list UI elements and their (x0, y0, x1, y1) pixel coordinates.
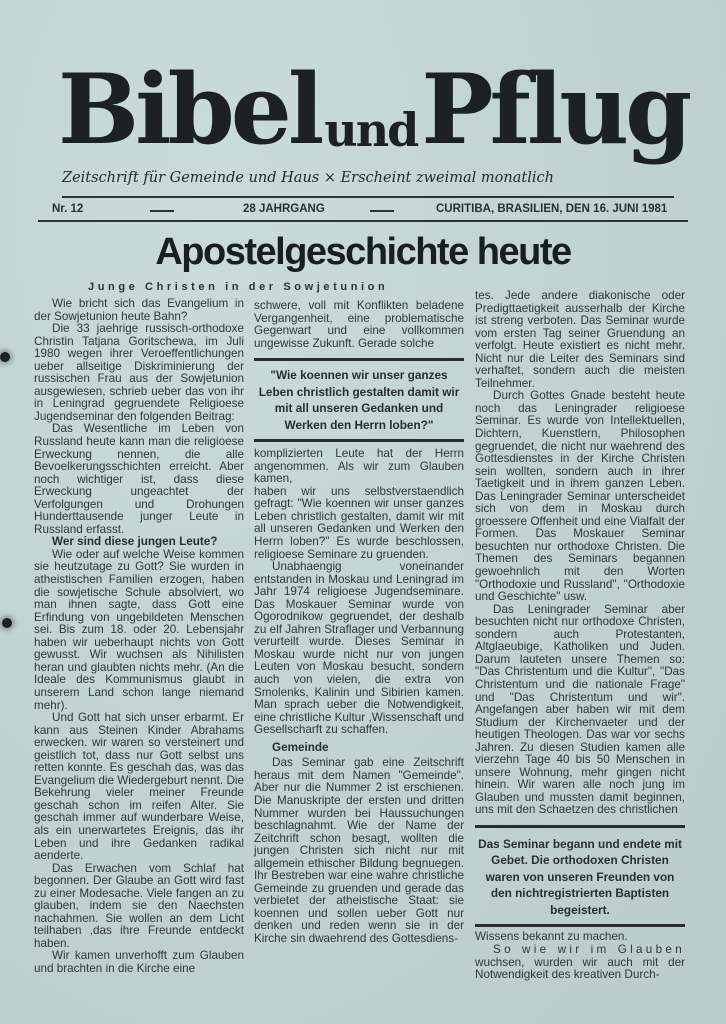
masthead-word-bibel: Bibel (58, 53, 321, 166)
masthead-logo (58, 40, 689, 166)
paragraph: Unabhaengig voneinander entstanden in Moskau und Leningrad im Jahr 1974 religioese Jugendseminare. Das Moskauer Seminar wurde von Ogorodnikow gegruendet, der deshalb zu elf Jahren Straflager und Verbannung verurteilt wurde. Dieses Seminar in Moskau wurde nicht nur von jungen Leuten von Moskau besucht, sondern auch von vielen, die extra von Smolenks, Kalinin und Sibirien kamen. Man sprach ueber die Notwendigkeit, eine christliche Kultur ,Wissenschaft und Gesellscharft zu schaffen. (254, 560, 464, 737)
divider (370, 210, 394, 212)
punch-hole (0, 352, 10, 362)
paragraph: Und Gott hat sich unser erbarmt. Er kann aus Steinen Kinder Abrahams erwecken. wir waren so versteinert und geistlich tot, dass nur Gott selbst uns retten konnte. Es geschah das, was das Evangelium die Wiedergeburt nennt. Die Bekehrung vieler meiner Freunde geschah schon im reifen Alter. Sie geschah immer auf wunderbare Weise, als ein unerwartetes Ereignis, das ihr Leben und ihre Gedanken radikal aenderte. (34, 711, 244, 863)
paragraph: Die 33 jaehrige russisch-orthodoxe Christin Tatjana Goritschewa, im Juli 1980 wegen ihrer Veroeffentlichungen ueber allseitige Diskriminierung der russischen Frau aus der Sowjetunion ausgewiesen, schrieb ueber das von ihr in Leningrad gegruendete Religioese Jugendseminar den folgenden Beitrag: (34, 322, 244, 423)
section-heading: Gemeinde (272, 740, 329, 754)
paragraph: Das Leningrader Seminar aber besuchten nicht nur orthodoxe Christen, sondern auch Protestanten, Altglaeubige, Katholiken und Juden. Darum lauteten unsere Themen so: "Das Christentum und die Kultur", "Das Christentum und die nationale Frage" und "Das Christentum und wir". Angefangen aber haben wir mit dem Studium der Kirchenvaeter und der heutigen Theologen. Das war vor sechs Jahren. Zu diesen Studien kamen alle vierzehn Tage 40 bis 50 Menschen in unsere Wohnung, mehr gingen nicht hinein. Wir waren alle noch jung im Glauben und mussten damit beginnen, uns mit den Schaetzen des christlichen (475, 602, 685, 817)
punch-hole (2, 618, 12, 628)
issue-place-date: CURITIBA, BRASILIEN, DEN 16. JUNI 1981 (436, 203, 668, 215)
article-column-2 (254, 300, 464, 946)
pull-quote: Das Seminar begann und endete mit Gebet. Die orthodoxen Christen waren von unseren Freunden von den nichtregistrierten Baptisten begeistert. (475, 825, 685, 928)
paragraph: Wie bricht sich das Evangelium in der Sowjetunion heute Bahn? (34, 297, 244, 323)
paragraph: Wissens bekannt zu machen. (475, 930, 628, 944)
masthead-word-und: und (324, 103, 418, 157)
article-subheadline: Junge Christen in der Sowjetunion (88, 281, 389, 293)
paragraph: Das Erwachen vom Schlaf hat begonnen. Der Glaube an Gott wird fast zu einer Modesache. Viele fangen an zu glauben, indem sie den Naechsten nachahmen. Sie wollen an dem Licht teilhaben ,das ihre Freunde entdeckt haben. (34, 861, 244, 950)
paragraph: Wir kamen unverhofft zum Glauben und brachten in die Kirche eine (34, 949, 244, 975)
masthead-word-pflug: Pflug (421, 53, 689, 166)
paragraph: Das Wesentliche im Leben von Russland heute kann man die religioese Erweckung nennen, die alle Bevoelkerungsschichten erreicht. Aber noch wichtiger ist, dass diese Erweckung ungeachtet der Verfolgungen und Drohungen Hunderttausende junger Leute in Russland erfasst. (34, 422, 244, 536)
divider (38, 220, 688, 222)
divider (62, 196, 674, 198)
paragraph (475, 944, 685, 982)
pull-quote: "Wie koennen wir unser ganzes Leben christlich gestalten damit wir mit all unseren Gedanken und Werken den Herrn loben?" (254, 358, 464, 442)
masthead-tagline: Zeitschrift für Gemeinde und Haus × Erscheint zweimal monatlich (62, 170, 554, 186)
article-column-3 (475, 290, 685, 982)
paragraph: Durch Gottes Gnade besteht heute noch das Leningrader religioese Seminar. Es wurde von Intellektuellen, Dichtern, Kuenstlern, Philosophen gegruendet, die nicht nur waehrend des Gottesdienstes in der Kirche Christen sein wollten, sondern auch in ihrer Taetigkeit und in ihrem ganzen Leben. Das Leningrader Seminar unterscheidet sich von dem in Moskau durch groessere Offenheit und eine Vialfalt der Formen. Das Moskauer Seminar besuchten nur orthodoxe Christen. Die Themen des Seminars begannen gewoehnlich mit den Worten "Orthodoxie und Russland", "Orthodoxie und Geschichte" usw. (475, 389, 685, 604)
paragraph: haben wir uns selbstverstaendlich gefragt: "Wie koennen wir unser ganzes Leben christlich gestalten, damit wir mit all unseren Gedanken und Werken den Herrn loben?" Es wurde beschlossen, religioese Seminare zu gruenden. (254, 484, 464, 561)
paragraph: schwere, voll mit Konflikten beladene Vergangenheit, eine problematische Gegenwart und eine vollkommen ungewisse Zukunft. Gerade solche (254, 299, 464, 350)
paragraph: Das Seminar gab eine Zeitschrift heraus mit dem Namen "Gemeinde". Aber nur die Nummer 2 ist erschienen. Die Manuskripte der ersten und dritten Nummer wurden bei Haussuchungen beschlagnahmt. Wie der Name der Zeitchrift schon besagt, wollten die jungen Christen sich nicht nur mit allgemein ethischer Bildung begnuegen. Ihr Bestreben war eine wahre christliche Gemeinde zu gruenden und gerade das verbietet der atheistische Staat: sie koennen und sollen ueber Gott nur denken und reden wenn sie in der Kirche sin dwaehrend des Gottesdiens- (254, 756, 464, 945)
article-column-1 (34, 298, 244, 976)
issue-info (50, 201, 680, 219)
section-heading: Wer sind diese jungen Leute? (52, 535, 218, 549)
paragraph: komplizierten Leute hat der Herrn angenommen. Als wir zum Glauben kamen, (254, 447, 464, 486)
paragraph: tes. Jede andere diakonische oder Predigttaetigkeit ausserhalb der Kirche ist streng verboten. Das Seminar wurde vom ersten Tag seiner Gruendung an verfolgt. Heute existiert es nicht mehr. Nicht nur die Leiter des Seminars sind verhaftet, sondern auch die meisten Teilnehmer. (475, 289, 685, 390)
spaced-text: So wie wir im Glauben (493, 943, 685, 957)
paragraph-text: wuchsen, wurden wir auch mit der Notwendigkeit des kreativen Durch- (475, 955, 685, 982)
article-headline: Apostelgeschichte heute (155, 231, 571, 273)
paragraph: Wie oder auf welche Weise kommen sie heutzutage zu Gott? Sie wurden in atheistischen Familien erzogen, haben die sowjetische Schule absolviert, wo man ihnen sagte, dass Gott eine Erfindung von ungebildeten Menschen sei. Bis zum 18. oder 20. Lebensjahr haben wir ueberhaupt nichts von Gott gewusst. Wir wuchsen als Nihilisten heran und glaubten nichts mehr. (An die Ideale des Kommunismus glaubt in unserem Land schon lange niemand mehr). (34, 547, 244, 712)
issue-volume: 28 JAHRGANG (243, 203, 325, 215)
issue-number: Nr. 12 (52, 203, 84, 215)
divider (150, 210, 174, 212)
